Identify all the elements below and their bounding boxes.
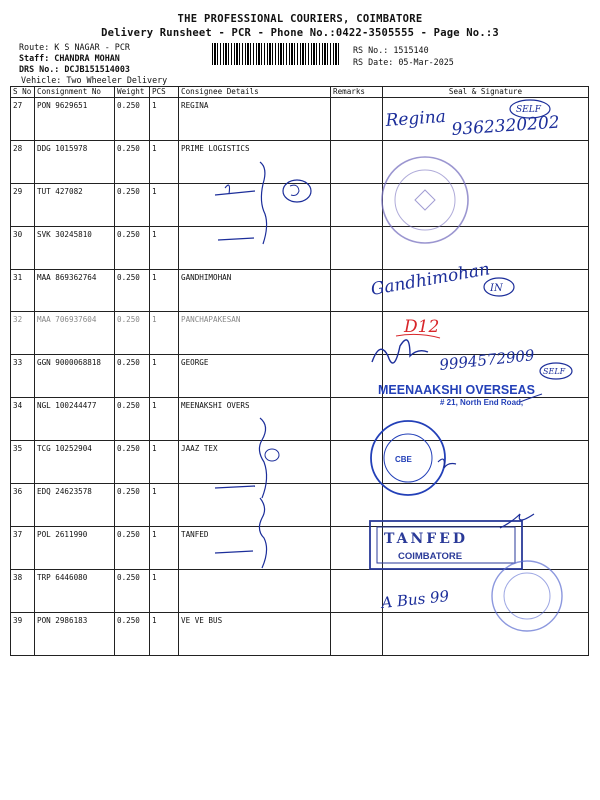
cell-sno: 36 [11, 484, 35, 527]
runsheet-subtitle: Delivery Runsheet - PCR - Phone No.:0422-3505555 - Page No.:3 [101, 27, 499, 39]
table-row [11, 484, 589, 527]
cell-consignment: DDG 1015978 [35, 140, 115, 183]
barcode [212, 43, 340, 65]
cell-seal [383, 484, 589, 527]
cell-seal [383, 312, 589, 355]
cell-sno: 35 [11, 441, 35, 484]
cell-weight: 0.250 [115, 269, 150, 312]
cell-pcs: 1 [150, 355, 179, 398]
sig-george-phone: 9994572909 [438, 346, 536, 374]
cell-seal [383, 140, 589, 183]
cell-remarks [331, 98, 383, 141]
route: Route: K S NAGAR - PCR [19, 42, 130, 52]
cell-sno: 38 [11, 569, 35, 612]
runsheet-table [10, 86, 589, 656]
col-sno: S No [11, 87, 35, 98]
cell-consignee [179, 569, 331, 612]
cell-consignee: GEORGE [179, 355, 331, 398]
cell-sno: 33 [11, 355, 35, 398]
cell-consignment: GGN 9000068818 [35, 355, 115, 398]
cell-pcs: 1 [150, 269, 179, 312]
cell-seal [383, 98, 589, 141]
table-row [11, 269, 589, 312]
cell-pcs: 1 [150, 484, 179, 527]
cell-weight: 0.250 [115, 569, 150, 612]
cell-pcs: 1 [150, 140, 179, 183]
cell-seal [383, 355, 589, 398]
table-row [11, 226, 589, 269]
cell-consignment: TRP 6446080 [35, 569, 115, 612]
table-row [11, 569, 589, 612]
rs-number: RS No.: 1515140 [353, 45, 429, 55]
cell-weight: 0.250 [115, 355, 150, 398]
sig-d12: D12 [404, 317, 440, 337]
staff: Staff: CHANDRA MOHAN [19, 53, 120, 63]
table-row [11, 612, 589, 655]
table-row [11, 398, 589, 441]
cell-sno: 32 [11, 312, 35, 355]
cell-sno: 37 [11, 526, 35, 569]
cell-remarks [331, 484, 383, 527]
cell-pcs: 1 [150, 569, 179, 612]
stamp-meenakshi: MEENAAKSHI OVERSEAS [378, 383, 535, 397]
table-header-row [11, 87, 589, 98]
cell-consignment: MAA 706937604 [35, 312, 115, 355]
sig-self-1: SELF [516, 105, 541, 115]
sig-ve-ve-bus: A Bus 99 [380, 586, 450, 612]
cell-consignment: PON 2986183 [35, 612, 115, 655]
cell-consignment: POL 2611990 [35, 526, 115, 569]
cell-consignee: JAAZ TEX [179, 441, 331, 484]
cell-sno: 31 [11, 269, 35, 312]
cell-remarks [331, 569, 383, 612]
cell-seal [383, 569, 589, 612]
cell-weight: 0.250 [115, 98, 150, 141]
cell-pcs: 1 [150, 612, 179, 655]
table-row [11, 183, 589, 226]
cell-sno: 28 [11, 140, 35, 183]
cell-weight: 0.250 [115, 526, 150, 569]
cell-remarks [331, 398, 383, 441]
cell-consignee: GANDHIMOHAN [179, 269, 331, 312]
stamp-meenakshi-addr: # 21, North End Road, [440, 398, 524, 407]
cell-consignee: PANCHAPAKESAN [179, 312, 331, 355]
runsheet-title: THE PROFESSIONAL COURIERS, COIMBATORE [177, 13, 423, 25]
table-row [11, 98, 589, 141]
cell-weight: 0.250 [115, 612, 150, 655]
cell-pcs: 1 [150, 398, 179, 441]
cell-pcs: 1 [150, 226, 179, 269]
cell-consignee: VE VE BUS [179, 612, 331, 655]
cell-seal [383, 441, 589, 484]
cell-sno: 34 [11, 398, 35, 441]
cell-consignee [179, 484, 331, 527]
cell-weight: 0.250 [115, 140, 150, 183]
cell-weight: 0.250 [115, 226, 150, 269]
cell-pcs: 1 [150, 441, 179, 484]
stamp-tanfed: TANFED [384, 531, 469, 547]
cell-sno: 29 [11, 183, 35, 226]
col-remarks: Remarks [331, 87, 383, 98]
cell-seal [383, 183, 589, 226]
cell-seal [383, 269, 589, 312]
stamp-tanfed-city: COIMBATORE [398, 551, 463, 562]
cell-remarks [331, 140, 383, 183]
cell-pcs: 1 [150, 312, 179, 355]
cell-pcs: 1 [150, 183, 179, 226]
cell-consignee: PRIME LOGISTICS [179, 140, 331, 183]
table-row [11, 441, 589, 484]
svg-text:CBE: CBE [395, 455, 412, 464]
cell-remarks [331, 226, 383, 269]
cell-sno: 30 [11, 226, 35, 269]
col-consignment: Consignment No [35, 87, 115, 98]
vehicle: Vehicle: Two Wheeler Delivery [21, 75, 168, 85]
cell-remarks [331, 269, 383, 312]
sig-regina: Regina [384, 106, 447, 131]
cell-sno: 39 [11, 612, 35, 655]
cell-weight: 0.250 [115, 398, 150, 441]
cell-consignment: MAA 869362764 [35, 269, 115, 312]
cell-weight: 0.250 [115, 312, 150, 355]
cell-weight: 0.250 [115, 484, 150, 527]
rs-date: RS Date: 05-Mar-2025 [353, 57, 454, 67]
sig-regina-phone: 9362320202 [450, 112, 561, 140]
cell-weight: 0.250 [115, 441, 150, 484]
col-weight: Weight [115, 87, 150, 98]
cell-consignee: REGINA [179, 98, 331, 141]
cell-consignment: TUT 427082 [35, 183, 115, 226]
cell-consignment: PON 9629651 [35, 98, 115, 141]
sig-self-2: SELF [543, 367, 566, 376]
table-row [11, 526, 589, 569]
table-row [11, 312, 589, 355]
cell-consignment: NGL 100244477 [35, 398, 115, 441]
cell-remarks [331, 612, 383, 655]
cell-consignment: TCG 10252904 [35, 441, 115, 484]
cell-seal [383, 226, 589, 269]
cell-seal [383, 398, 589, 441]
cell-consignee [179, 183, 331, 226]
cell-consignment: SVK 30245810 [35, 226, 115, 269]
cell-seal [383, 612, 589, 655]
col-seal: Seal & Signature [383, 87, 589, 98]
cell-remarks [331, 441, 383, 484]
col-pcs: PCS [150, 87, 179, 98]
cell-consignee: MEENAKSHI OVERS [179, 398, 331, 441]
cell-consignee [179, 226, 331, 269]
cell-remarks [331, 526, 383, 569]
cell-remarks [331, 183, 383, 226]
cell-pcs: 1 [150, 98, 179, 141]
cell-weight: 0.250 [115, 183, 150, 226]
cell-remarks [331, 355, 383, 398]
cell-sno: 27 [11, 98, 35, 141]
cell-remarks [331, 312, 383, 355]
cell-consignee: TANFED [179, 526, 331, 569]
cell-pcs: 1 [150, 526, 179, 569]
cell-seal [383, 526, 589, 569]
table-row [11, 140, 589, 183]
sig-gandhimohan: Gandhimohan [369, 259, 492, 300]
drs-number: DRS No.: DCJB151514003 [19, 64, 130, 74]
col-consignee: Consignee Details [179, 87, 331, 98]
cell-consignment: EDQ 24623578 [35, 484, 115, 527]
sig-in: IN [490, 283, 503, 294]
table-row [11, 355, 589, 398]
